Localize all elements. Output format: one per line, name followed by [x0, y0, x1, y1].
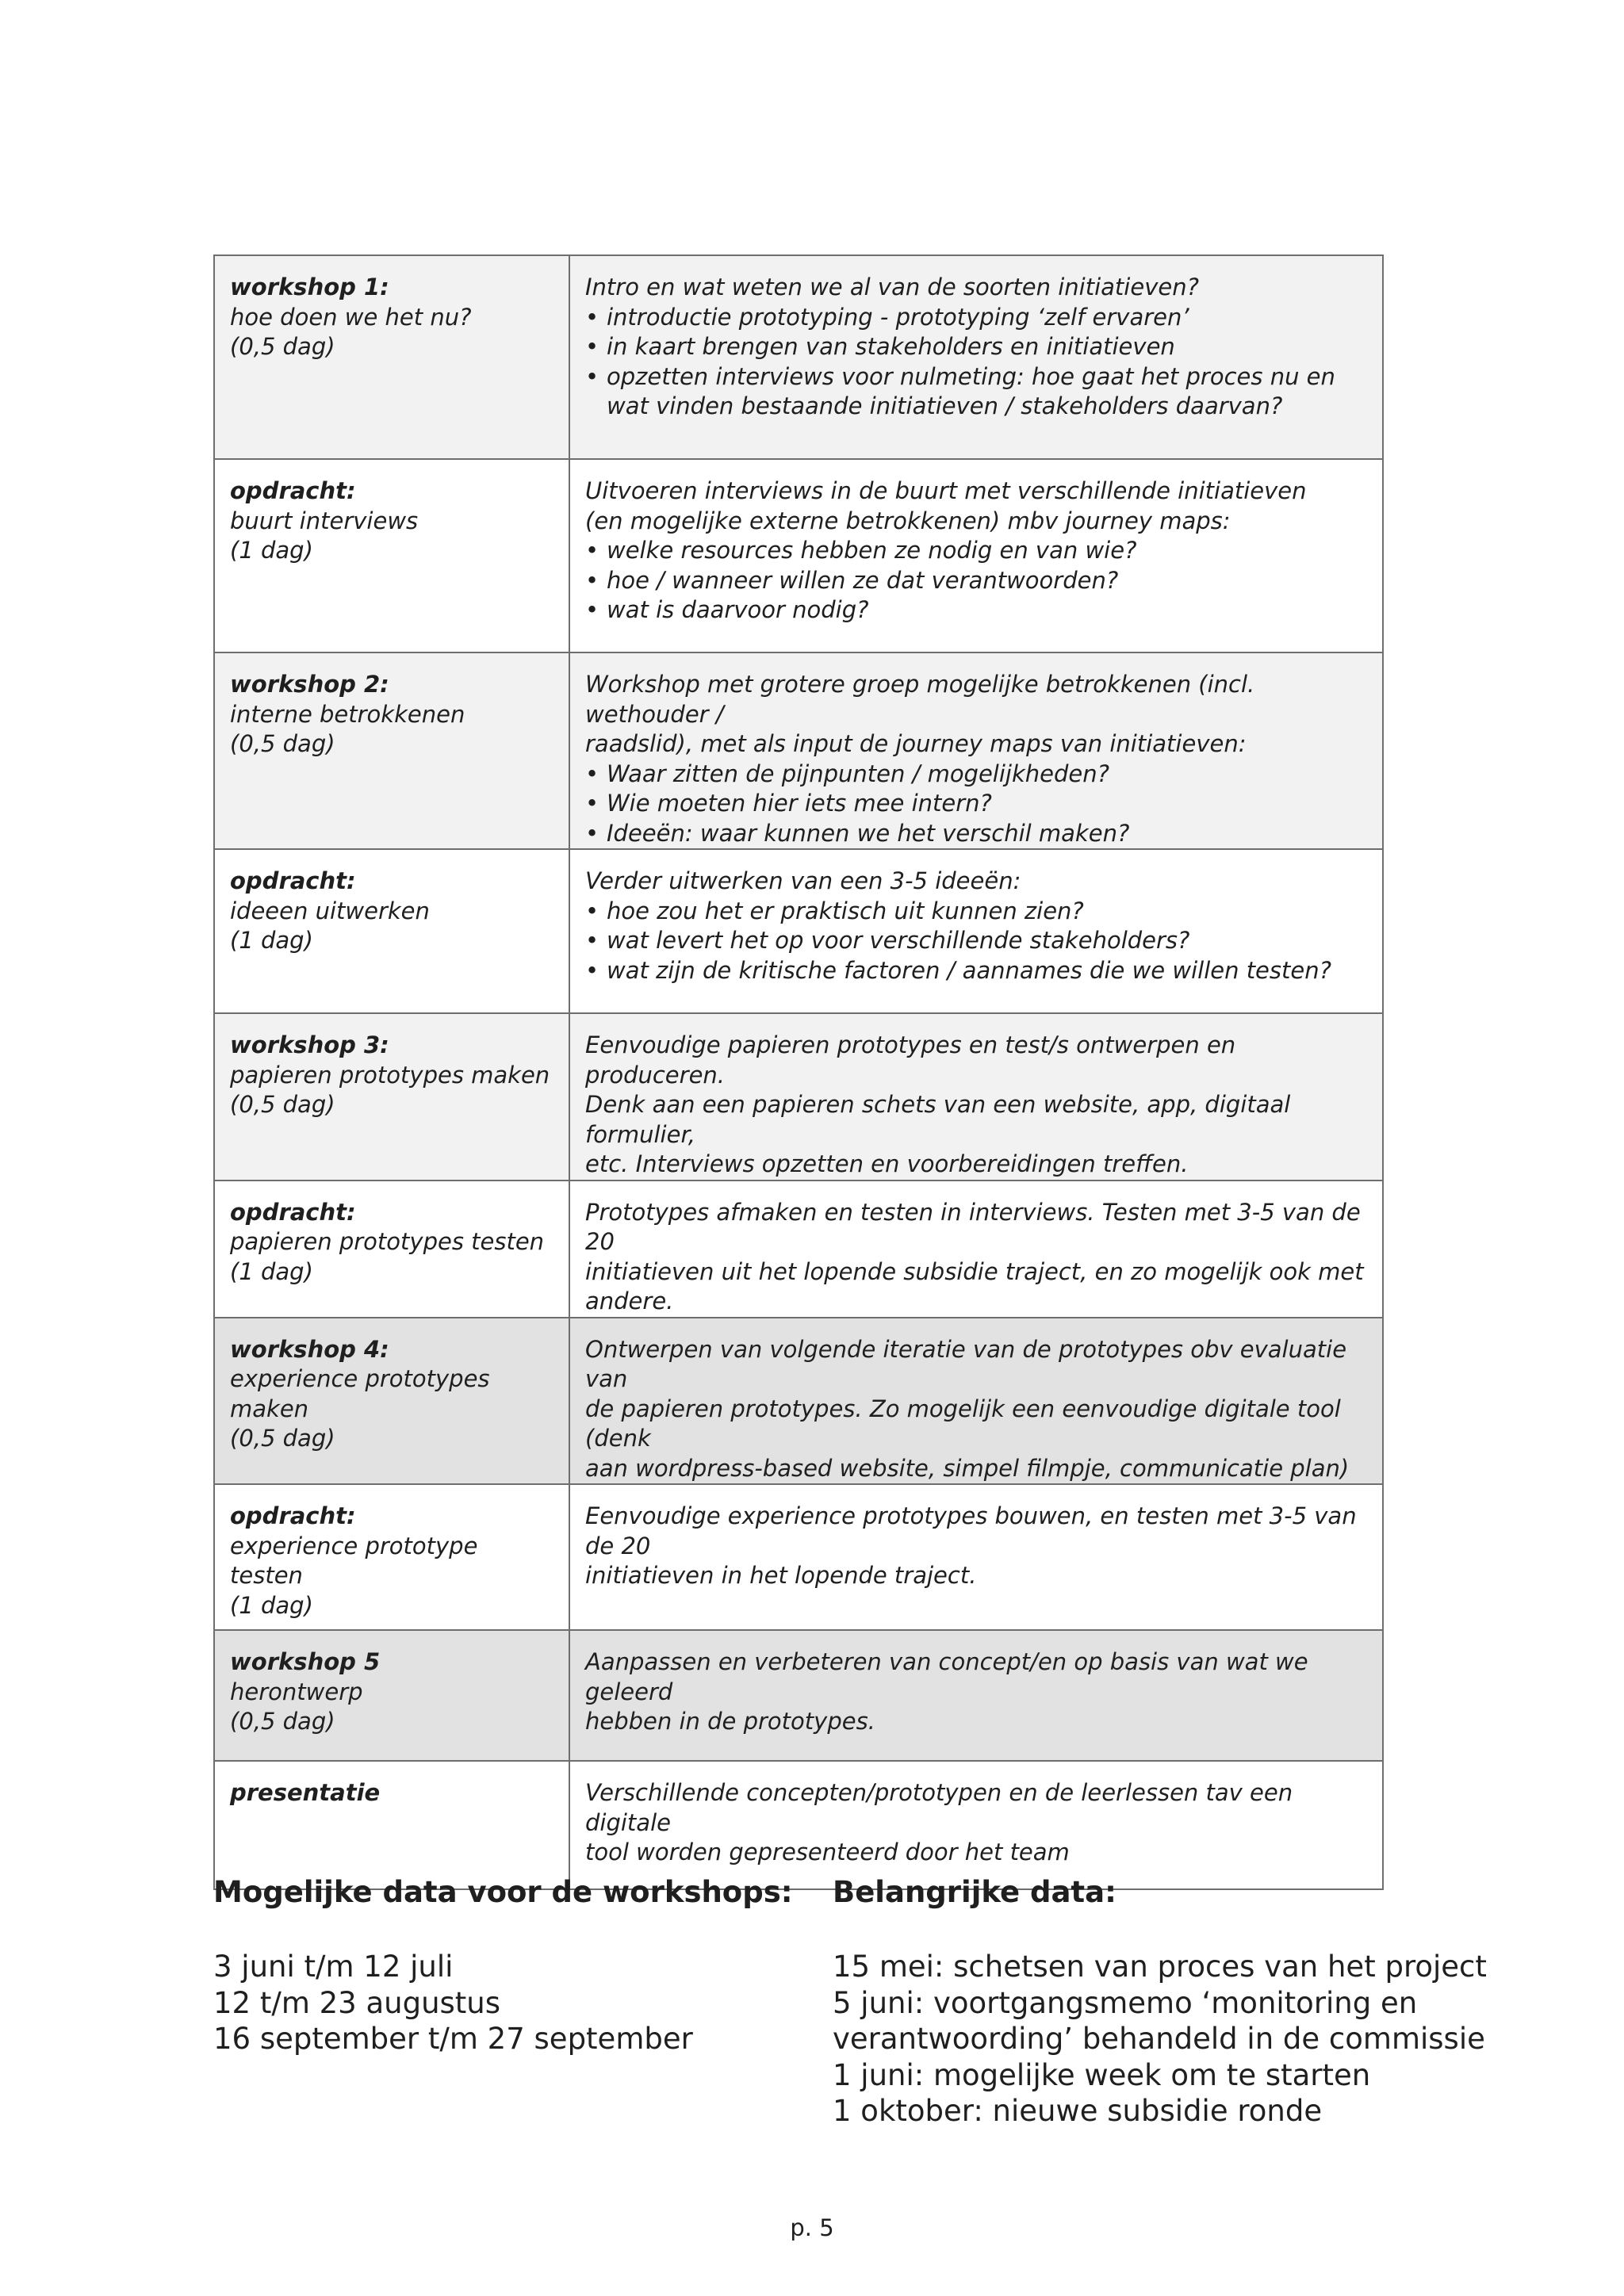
description-text: Verder uitwerken van een 3-5 ideeën:	[585, 867, 1021, 894]
phase-detail: (0,5 dag)	[230, 1425, 335, 1452]
important-dates-title: Belangrijke data:	[833, 1875, 1116, 1909]
schedule-phase-cell	[214, 1484, 569, 1630]
workshop-date-item: 12 t/m 23 augustus	[213, 1985, 501, 2020]
schedule-row	[214, 1630, 1383, 1761]
schedule-row	[214, 1484, 1383, 1630]
description-text: Verschillende concepten/prototypen en de leerlessen tav een digitale	[585, 1779, 1293, 1836]
phase-detail: (1 dag)	[230, 927, 313, 954]
phase-label: opdracht:	[230, 477, 356, 504]
phase-label: workshop 5	[230, 1648, 381, 1675]
workshop-date-item: 16 september t/m 27 september	[213, 2022, 693, 2056]
bullet-item: • hoe zou het er praktisch uit kunnen zien?	[585, 897, 1368, 927]
phase-label: presentatie	[230, 1779, 381, 1806]
page-number: p. 5	[790, 2214, 834, 2241]
phase-detail: ideeen uitwerken	[230, 897, 430, 924]
schedule-description-cell	[569, 1181, 1383, 1318]
phase-detail: herontwerp	[230, 1678, 363, 1705]
schedule-phase-cell	[214, 1630, 569, 1761]
schedule-phase-cell	[214, 1318, 569, 1485]
schedule-row	[214, 1761, 1383, 1889]
description-text: Eenvoudige papieren prototypes en test/s ontwerpen en produceren.	[585, 1031, 1236, 1089]
phase-detail: experience prototypes maken	[230, 1365, 490, 1422]
phase-label: opdracht:	[230, 867, 356, 894]
schedule-phase-cell	[214, 1761, 569, 1889]
schedule-phase-cell	[214, 255, 569, 459]
bullet-list	[585, 536, 1368, 626]
schedule-row	[214, 255, 1383, 459]
schedule-description-cell	[569, 1484, 1383, 1630]
phase-detail: experience prototype testen	[230, 1532, 478, 1589]
description-text: tool worden gepresenteerd door het team	[585, 1839, 1070, 1866]
schedule-phase-cell	[214, 849, 569, 1013]
phase-detail: (0,5 dag)	[230, 1708, 335, 1735]
bullet-list	[585, 897, 1368, 986]
phase-label: opdracht:	[230, 1502, 356, 1529]
bullet-list	[585, 760, 1368, 849]
schedule-row	[214, 652, 1383, 849]
bullet-item: • introductie prototyping - prototyping ‘zelf ervaren’	[585, 303, 1368, 333]
schedule-phase-cell	[214, 1181, 569, 1318]
description-text: andere.	[585, 1288, 674, 1314]
schedule-row	[214, 1318, 1383, 1485]
bullet-item: • Waar zitten de pijnpunten / mogelijkheden?	[585, 760, 1368, 790]
bullet-item: • wat zijn de kritische factoren / aannames die we willen testen?	[585, 956, 1368, 986]
description-text: aan wordpress-based website, simpel filmpje, communicatie plan)	[585, 1454, 1350, 1482]
description-text: Ontwerpen van volgende iteratie van de prototypes obv evaluatie van	[585, 1335, 1347, 1392]
bullet-item: • Wie moeten hier iets mee intern?	[585, 789, 1368, 819]
bullet-list	[585, 303, 1368, 422]
important-date-item: 1 oktober: nieuwe subsidie ronde	[833, 2094, 1323, 2128]
phase-detail: (0,5 dag)	[230, 730, 335, 757]
phase-detail: (0,5 dag)	[230, 1091, 335, 1118]
description-text: Denk aan een papieren schets van een website, app, digitaal formulier,	[585, 1091, 1291, 1148]
description-text: Aanpassen en verbeteren van concept/en op basis van wat we geleerd	[585, 1648, 1308, 1705]
bullet-item: • in kaart brengen van stakeholders en initiatieven	[585, 332, 1368, 362]
phase-detail: papieren prototypes testen	[230, 1228, 545, 1255]
workshop-dates-title: Mogelijke data voor de workshops:	[213, 1875, 793, 1909]
phase-detail: (0,5 dag)	[230, 333, 335, 360]
phase-label: workshop 3:	[230, 1031, 389, 1058]
bullet-item: • Ideeën: waar kunnen we het verschil maken?	[585, 819, 1368, 849]
important-date-item: verantwoording’ behandeld in de commissie	[833, 2022, 1485, 2056]
description-text: initiatieven uit het lopende subsidie traject, en zo mogelijk ook met	[585, 1257, 1364, 1285]
schedule-phase-cell	[214, 1013, 569, 1181]
schedule-row	[214, 849, 1383, 1013]
description-text: Prototypes afmaken en testen in interviews. Testen met 3-5 van de 20	[585, 1198, 1361, 1255]
phase-label: workshop 4:	[230, 1335, 389, 1363]
description-text: de papieren prototypes. Zo mogelijk een eenvoudige digitale tool (denk	[585, 1395, 1341, 1452]
schedule-row	[214, 1181, 1383, 1318]
phase-label: workshop 1:	[230, 274, 389, 300]
phase-detail: (1 dag)	[230, 537, 313, 564]
important-date-item: 1 juni: mogelijke week om te starten	[833, 2057, 1371, 2092]
workshop-date-item: 3 juni t/m 12 juli	[213, 1950, 454, 1984]
important-dates-list	[833, 1949, 1487, 2130]
description-text: initiatieven in het lopende traject.	[585, 1562, 977, 1589]
description-text: hebben in de prototypes.	[585, 1708, 875, 1735]
phase-detail: (1 dag)	[230, 1257, 313, 1285]
schedule-description-cell	[569, 652, 1383, 849]
description-text: (en mogelijke externe betrokkenen) mbv journey maps:	[585, 507, 1231, 534]
bullet-item: • wat levert het op voor verschillende stakeholders?	[585, 926, 1368, 956]
description-text: Intro en wat weten we al van de soorten initiatieven?	[585, 274, 1199, 300]
schedule-description-cell	[569, 849, 1383, 1013]
schedule-row	[214, 1013, 1383, 1181]
schedule-phase-cell	[214, 459, 569, 652]
phase-detail: (1 dag)	[230, 1591, 313, 1619]
description-text: raadslid), met als input de journey maps van initiatieven:	[585, 730, 1247, 757]
schedule-description-cell	[569, 1013, 1383, 1181]
bullet-item: • opzetten interviews voor nulmeting: hoe gaat het proces nu en wat vinden bestaande initiatieven / stakeholders daarvan?	[585, 362, 1368, 422]
phase-detail: interne betrokkenen	[230, 700, 465, 728]
schedule-description-cell	[569, 459, 1383, 652]
schedule-description-cell	[569, 1630, 1383, 1761]
schedule-row	[214, 459, 1383, 652]
bullet-item: • wat is daarvoor nodig?	[585, 595, 1368, 626]
phase-detail: buurt interviews	[230, 507, 419, 534]
workshop-dates-list	[213, 1949, 693, 2057]
schedule-phase-cell	[214, 652, 569, 849]
phase-detail: hoe doen we het nu?	[230, 303, 472, 331]
bullet-item: • welke resources hebben ze nodig en van wie?	[585, 536, 1368, 566]
bullet-item: • hoe / wanneer willen ze dat verantwoorden?	[585, 566, 1368, 596]
important-date-item: 5 juni: voortgangsmemo ‘monitoring en	[833, 1985, 1418, 2020]
phase-label: opdracht:	[230, 1198, 356, 1226]
schedule-description-cell	[569, 1761, 1383, 1889]
important-date-item: 15 mei: schetsen van proces van het project	[833, 1950, 1487, 1984]
schedule-table	[213, 254, 1384, 1890]
description-text: etc. Interviews opzetten en voorbereidingen treffen.	[585, 1150, 1189, 1177]
schedule-description-cell	[569, 255, 1383, 459]
schedule-description-cell	[569, 1318, 1383, 1485]
description-text: Workshop met grotere groep mogelijke betrokkenen (incl. wethouder /	[585, 671, 1255, 728]
description-text: Eenvoudige experience prototypes bouwen, en testen met 3-5 van de 20	[585, 1502, 1357, 1559]
phase-label: workshop 2:	[230, 671, 389, 698]
phase-detail: papieren prototypes maken	[230, 1061, 550, 1089]
description-text: Uitvoeren interviews in de buurt met verschillende initiatieven	[585, 477, 1307, 504]
